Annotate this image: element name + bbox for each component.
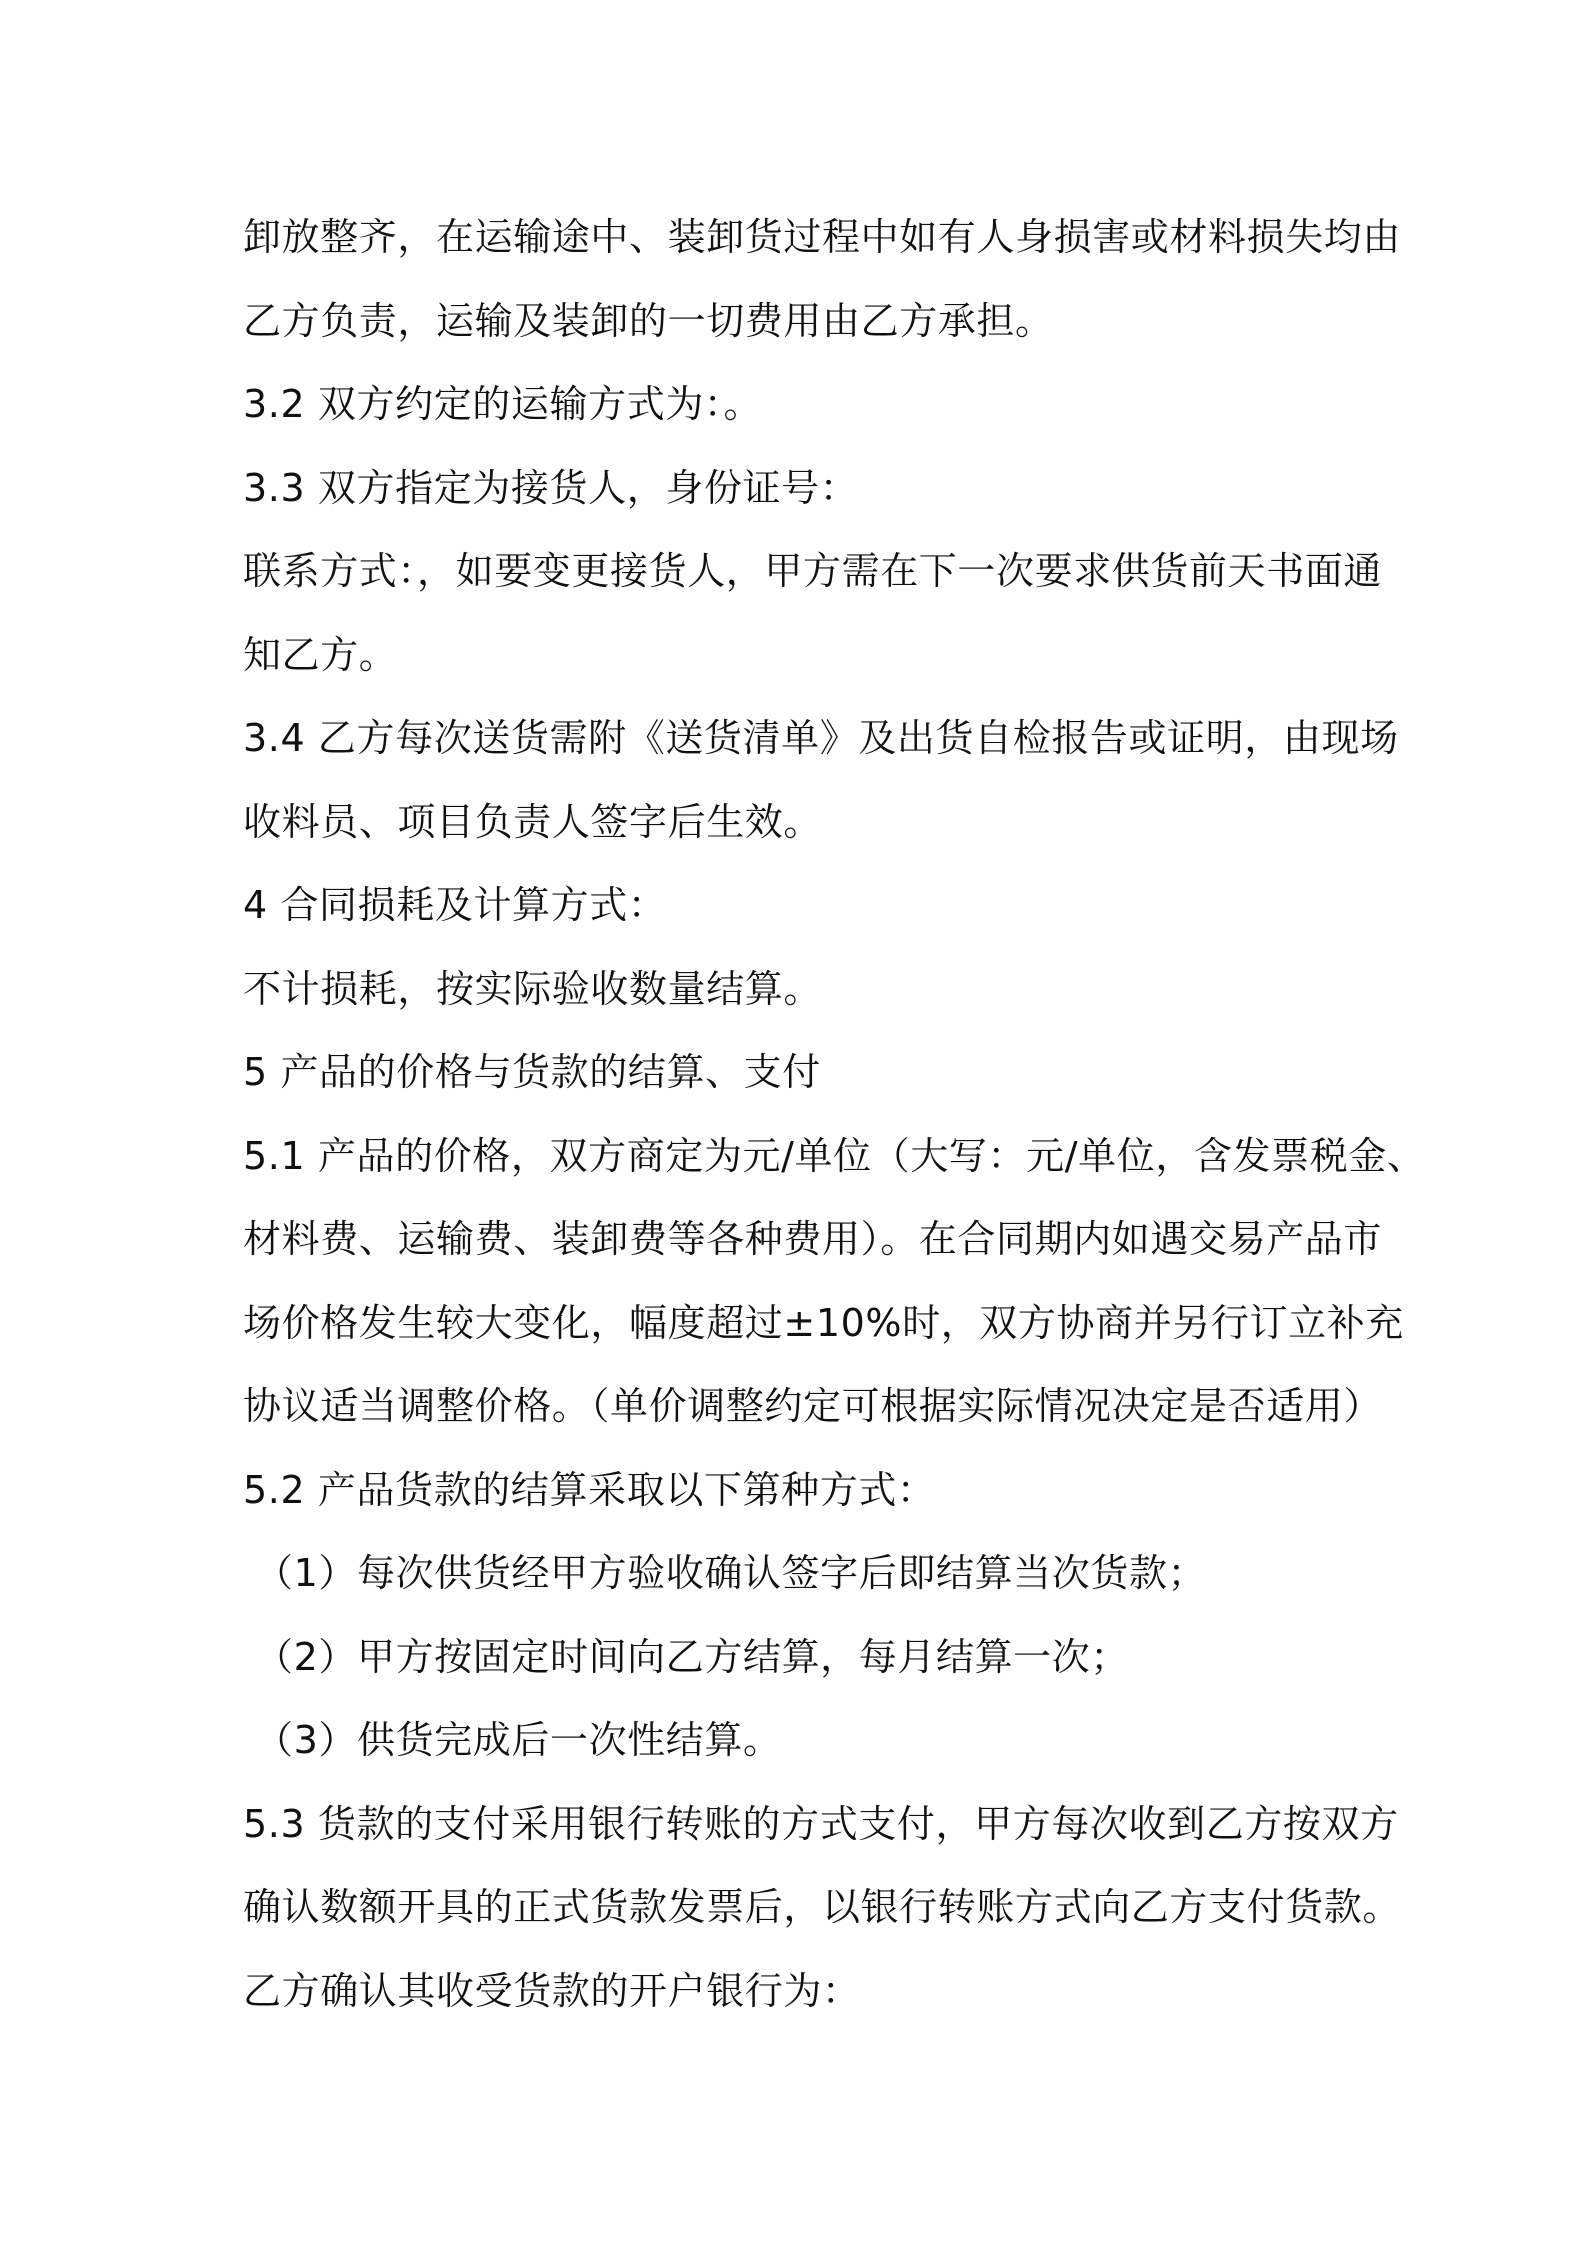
document-body [243,196,1426,2033]
section-4-heading: 4 合同损耗及计算方式： [243,883,667,927]
text-line: 乙方确认其收受货款的开户银行为： [243,1968,861,2013]
clause-5-3: 5.3 货款的支付采用银行转账的方式支付，甲方每次收到乙方按双方 [243,1801,1399,1846]
text-line: 乙方负责，运输及装卸的一切费用由乙方承担。 [243,298,1054,343]
text-line: 卸放整齐，在运输途中、装卸货过程中如有人身损害或材料损失均由 [243,215,1402,259]
clause-3-2: 3.2 双方约定的运输方式为：。 [243,382,763,426]
clause-5-1: 5.1 产品的价格，双方商定为元/单位（大写：元/单位，含发票税金、 [243,1133,1426,1178]
text-line: 知乙方。 [243,632,398,677]
text-line: 确认数额开具的正式货款发票后，以银行转账方式向乙方支付货款。 [243,1885,1402,1929]
text-line: 材料费、运输费、装卸费等各种费用）。在合同期内如遇交易产品市 [243,1217,1383,1261]
text-line: 联系方式：，如要变更接货人，甲方需在下一次要求供货前天书面通 [243,549,1383,593]
clause-3-4: 3.4 乙方每次送货需附《送货清单》及出货自检报告或证明，由现场 [243,716,1399,760]
option-3: （3）供货完成后一次性结算。 [255,1718,782,1762]
text-line: 不计损耗，按实际验收数量结算。 [243,966,823,1011]
text-line: 场价格发生较大变化，幅度超过±10%时，双方协商并另行订立补充 [243,1300,1404,1345]
section-5-heading: 5 产品的价格与货款的结算、支付 [243,1050,821,1094]
clause-5-2: 5.2 产品货款的结算采取以下第种方式： [243,1467,936,1512]
text-line: 协议适当调整价格。（单价调整约定可根据实际情况决定是否适用） [243,1384,1383,1428]
option-2: （2）甲方按固定时间向乙方结算，每月结算一次； [255,1634,1129,1679]
text-line: 收料员、项目负责人签字后生效。 [243,799,823,844]
clause-3-3: 3.3 双方指定为接货人，身份证号： [243,465,859,510]
option-1: （1）每次供货经甲方验收确认签字后即结算当次货款； [255,1551,1207,1595]
